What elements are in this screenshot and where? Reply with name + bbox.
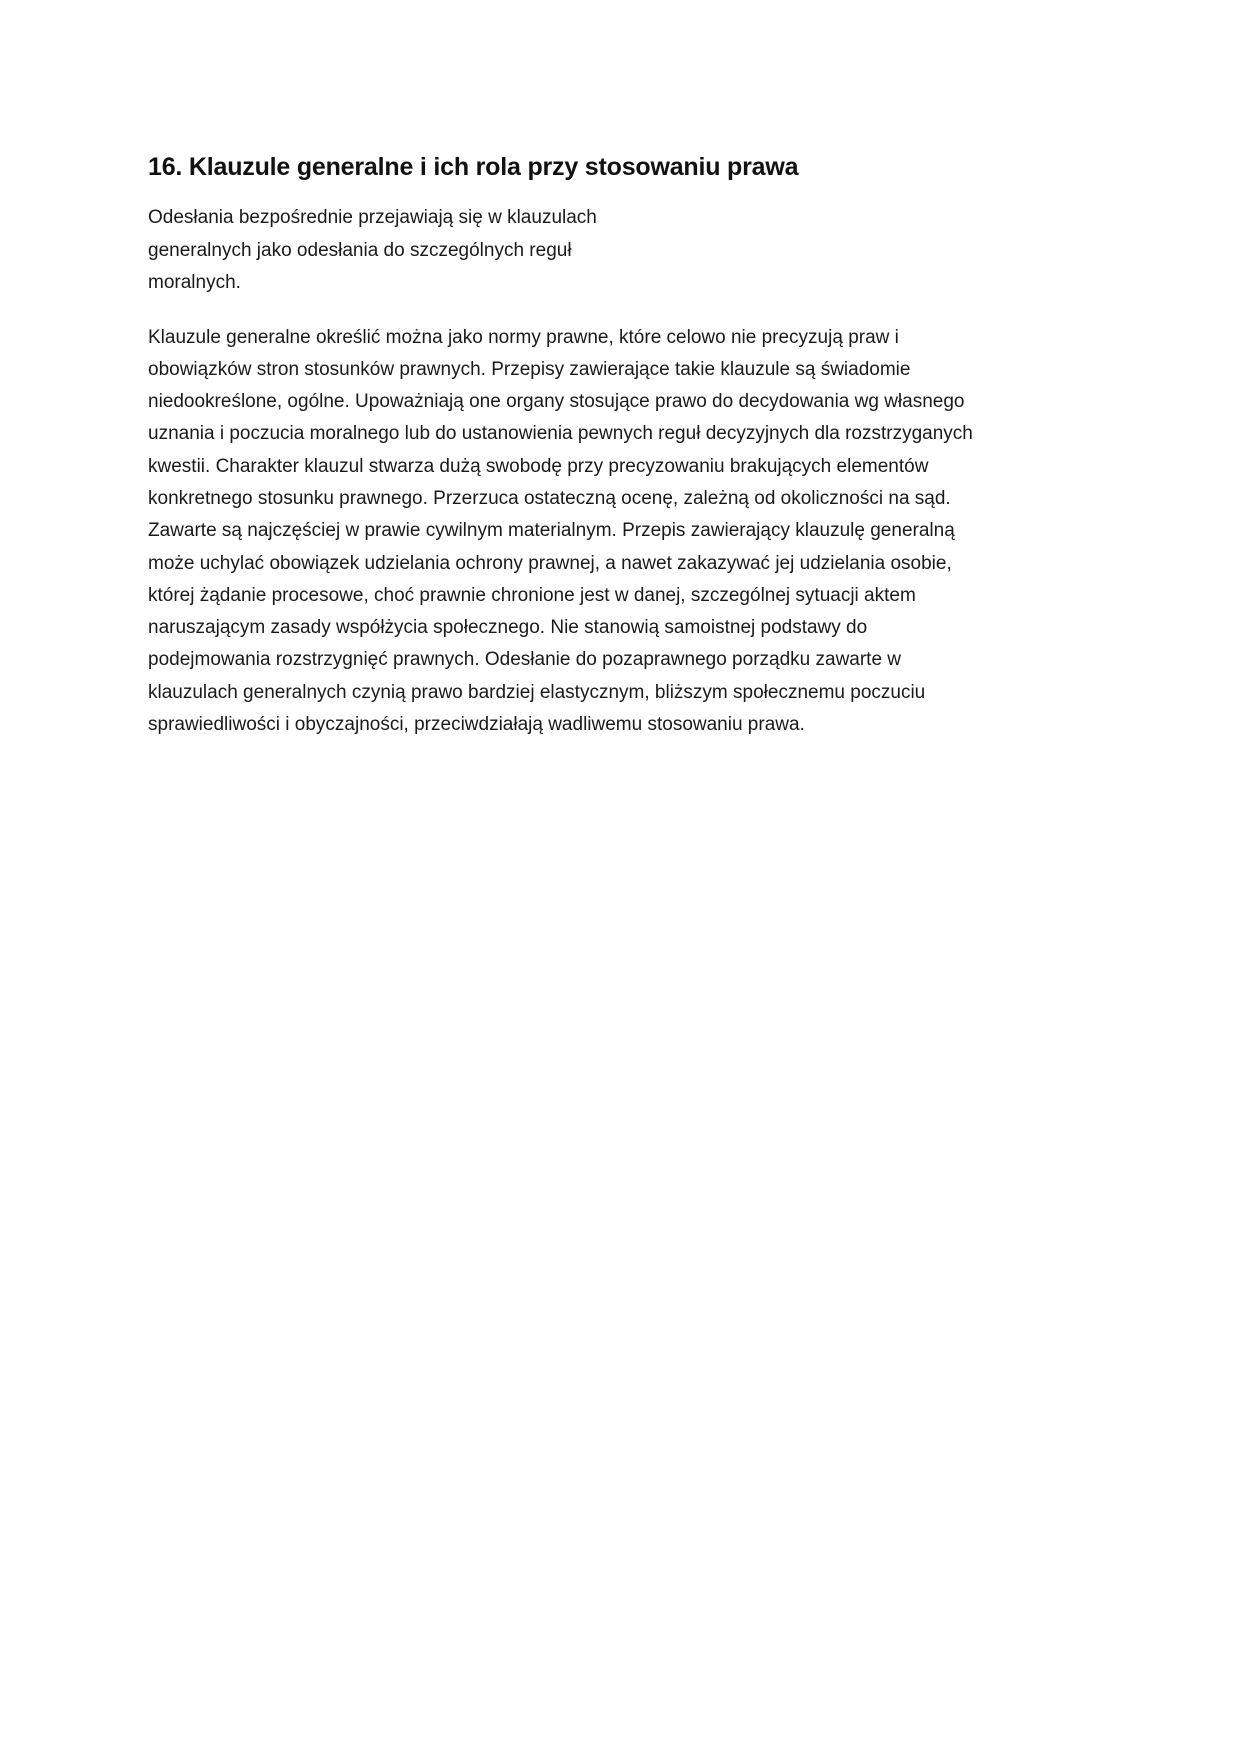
body-line: konkretnego stosunku prawnego. Przerzuca ostateczną ocenę, zależną od okoliczności na sąd. [148, 487, 951, 509]
body-line: obowiązków stron stosunków prawnych. Przepisy zawierające takie klauzule są świadomie [148, 358, 911, 380]
lead-line: moralnych. [148, 272, 241, 293]
body-line: może uchylać obowiązek udzielania ochrony prawnej, a nawet zakazywać jej udzielania osobie, [148, 552, 952, 574]
lead-line: Odesłania bezpośrednie przejawiają się w klauzulach [148, 207, 597, 228]
body-line: klauzulach generalnych czynią prawo bardziej elastycznym, bliższym społecznemu poczuciu [148, 681, 926, 703]
body-paragraph [148, 322, 1068, 742]
body-line: Klauzule generalne określić można jako normy prawne, które celowo nie precyzują praw i [148, 326, 899, 348]
document-content [148, 150, 1068, 741]
body-line: niedookreślone, ogólne. Upoważniają one organy stosujące prawo do decydowania wg własnego [148, 391, 965, 413]
body-line: Zawarte są najczęściej w prawie cywilnym materialnym. Przepis zawierający klauzulę generalną [148, 520, 955, 542]
lead-line: generalnych jako odesłania do szczególnych reguł [148, 239, 572, 261]
body-line: sprawiedliwości i obyczajności, przeciwdziałają wadliwemu stosowaniu prawa. [148, 714, 805, 736]
body-line: której żądanie procesowe, choć prawnie chronione jest w danej, szczególnej sytuacji aktem [148, 584, 916, 606]
body-line: uznania i poczucia moralnego lub do ustanowienia pewnych reguł decyzyjnych dla rozstrzyganych [148, 423, 973, 445]
document-title: 16. Klauzule generalne i ich rola przy stosowaniu prawa [148, 153, 799, 181]
body-line: kwestii. Charakter klauzul stwarza dużą swobodę przy precyzowaniu brakujących elementów [148, 455, 929, 477]
body-line: naruszającym zasady współżycia społecznego. Nie stanowią samoistnej podstawy do [148, 617, 868, 639]
body-line: podejmowania rozstrzygnięć prawnych. Odesłanie do pozaprawnego porządku zawarte w [148, 649, 902, 671]
lead-paragraph [148, 202, 648, 300]
